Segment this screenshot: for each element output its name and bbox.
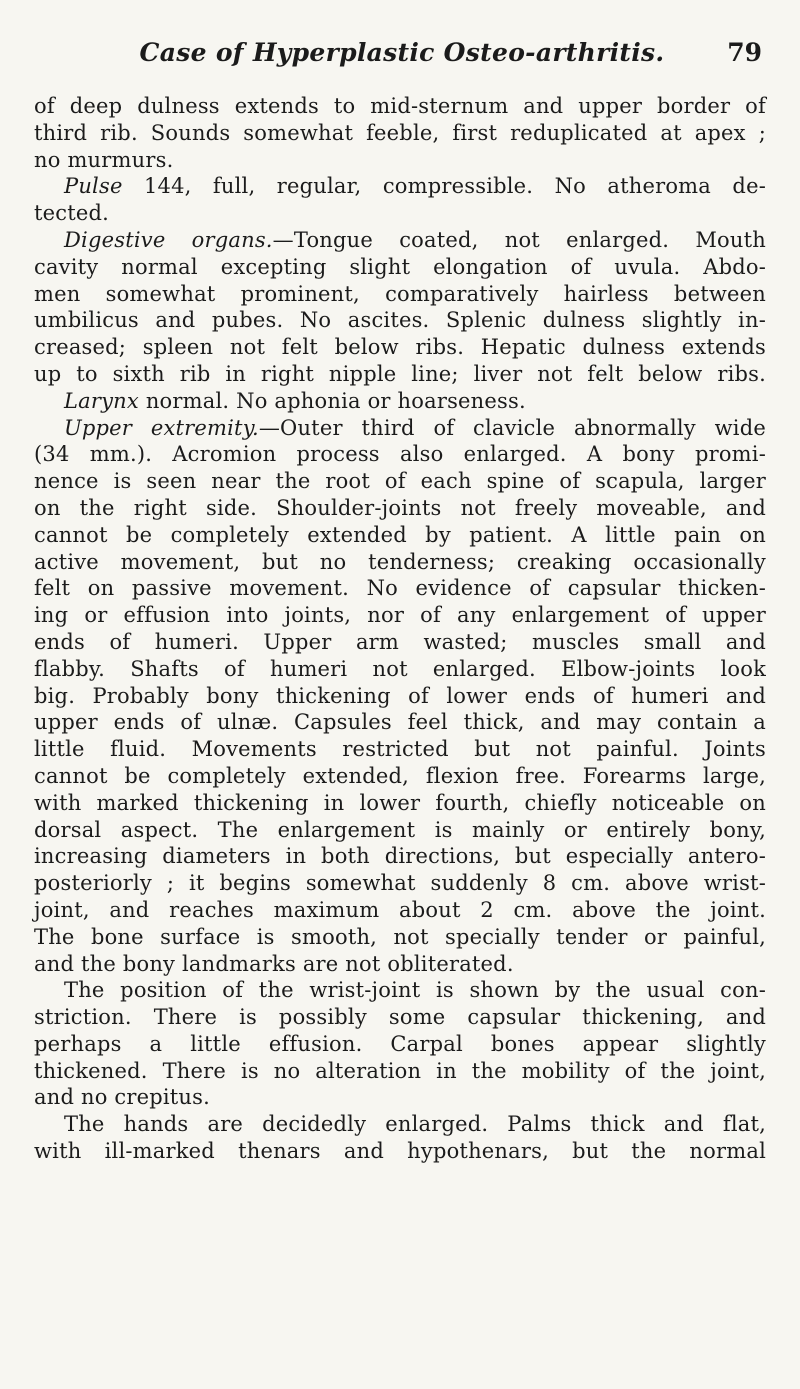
- text-line: [34, 388, 766, 415]
- text-line: [34, 683, 766, 710]
- text-segment: The position of the wrist-joint is shown by the usual con-: [64, 978, 766, 1003]
- text-line: [34, 441, 766, 468]
- text-segment: and the bony landmarks are not obliterated.: [34, 951, 514, 976]
- text-line: [34, 93, 766, 120]
- text-line: [34, 147, 766, 174]
- text-line: [34, 817, 766, 844]
- text-segment: nence is seen near the root of each spine of scapula, larger: [34, 469, 766, 494]
- text-segment: normal. No aphonia or hoarseness.: [138, 388, 526, 413]
- italic-heading: Larynx: [64, 388, 139, 413]
- text-segment: dorsal aspect. The enlargement is mainly or entirely bony,: [34, 817, 766, 842]
- text-line: [34, 361, 766, 388]
- text-segment: tected.: [34, 201, 110, 226]
- text-line: [34, 763, 766, 790]
- text-segment: striction. There is possibly some capsular thickening, and: [34, 1005, 766, 1030]
- text-segment: The bone surface is smooth, not specially tender or painful,: [34, 924, 766, 949]
- text-line: [34, 120, 766, 147]
- text-line: [34, 602, 766, 629]
- text-segment: big. Probably bony thickening of lower ends of humeri and: [34, 683, 766, 708]
- text-line: [34, 575, 766, 602]
- text-segment: flabby. Shafts of humeri not enlarged. Elbow-joints look: [34, 656, 766, 681]
- text-segment: men somewhat prominent, comparatively hairless between: [34, 281, 766, 306]
- text-line: [34, 200, 766, 227]
- text-segment: increasing diameters in both directions, but especially antero-: [34, 844, 766, 869]
- italic-heading: Digestive organs.: [64, 227, 273, 252]
- text-segment: (34 mm.). Acromion process also enlarged. A bony promi-: [34, 442, 766, 467]
- text-line: [34, 790, 766, 817]
- text-segment: 144, full, regular, compressible. No atheroma de-: [122, 174, 766, 199]
- text-segment: posteriorly ; it begins somewhat suddenly 8 cm. above wrist-: [34, 871, 766, 896]
- text-segment: The hands are decidedly enlarged. Palms thick and flat,: [64, 1112, 766, 1137]
- text-line: [34, 227, 766, 254]
- page-header: [42, 38, 762, 78]
- text-line: [34, 549, 766, 576]
- text-line: [34, 951, 766, 978]
- text-segment: thickened. There is no alteration in the mobility of the joint,: [34, 1058, 766, 1083]
- text-segment: creased; spleen not felt below ribs. Hepatic dulness extends: [34, 335, 766, 360]
- text-segment: —Outer third of clavicle abnormally wide: [258, 415, 766, 440]
- italic-heading: Upper extremity.: [64, 415, 259, 440]
- text-segment: joint, and reaches maximum about 2 cm. above the joint.: [34, 897, 766, 922]
- text-segment: cannot be completely extended, flexion free. Forearms large,: [34, 763, 766, 788]
- running-title: Case of Hyperplastic Osteo-arthritis.: [139, 38, 665, 67]
- text-line: [34, 173, 766, 200]
- text-segment: of deep dulness extends to mid-sternum and upper border of: [34, 94, 766, 118]
- text-line: [34, 307, 766, 334]
- text-segment: third rib. Sounds somewhat feeble, first reduplicated at apex ;: [34, 120, 766, 145]
- text-segment: no murmurs.: [34, 147, 174, 172]
- text-line: [34, 522, 766, 549]
- text-line: [34, 629, 766, 656]
- text-line: [34, 977, 766, 1004]
- text-line: [34, 897, 766, 924]
- text-line: [34, 924, 766, 951]
- text-segment: active movement, but no tenderness; creaking occasionally: [34, 549, 766, 574]
- text-segment: felt on passive movement. No evidence of capsular thicken-: [34, 576, 766, 601]
- text-line: [34, 709, 766, 736]
- text-segment: ing or effusion into joints, nor of any enlargement of upper: [34, 603, 766, 628]
- text-segment: cannot be completely extended by patient. A little pain on: [34, 522, 766, 547]
- text-line: [34, 1084, 766, 1111]
- text-line: [34, 334, 766, 361]
- text-line: [34, 843, 766, 870]
- text-segment: little fluid. Movements restricted but not painful. Joints: [34, 737, 766, 762]
- text-segment: ends of humeri. Upper arm wasted; muscles small and: [34, 629, 766, 654]
- text-segment: —Tongue coated, not enlarged. Mouth: [272, 227, 766, 252]
- text-line: [34, 1031, 766, 1058]
- text-segment: up to sixth rib in right nipple line; liver not felt below ribs.: [34, 361, 766, 386]
- text-segment: upper ends of ulnæ. Capsules feel thick, and may contain a: [34, 710, 766, 735]
- text-segment: cavity normal excepting slight elongation of uvula. Abdo-: [34, 254, 766, 279]
- text-line: [34, 254, 766, 281]
- text-line: [34, 281, 766, 308]
- text-line: [34, 415, 766, 442]
- text-line: [34, 1004, 766, 1031]
- text-segment: perhaps a little effusion. Carpal bones appear slightly: [34, 1031, 766, 1056]
- text-segment: umbilicus and pubes. No ascites. Splenic dulness slightly in-: [34, 308, 766, 333]
- text-line: [34, 656, 766, 683]
- text-segment: with ill-marked thenars and hypothenars, but the normal: [34, 1139, 766, 1164]
- italic-heading: Pulse: [64, 174, 123, 199]
- text-line: [34, 870, 766, 897]
- text-segment: and no crepitus.: [34, 1085, 211, 1110]
- text-line: [34, 1138, 766, 1165]
- text-line: [34, 468, 766, 495]
- text-line: [34, 1058, 766, 1085]
- body-text: [34, 93, 766, 1165]
- page-number: 79: [727, 38, 762, 67]
- text-line: [34, 736, 766, 763]
- text-line: [34, 495, 766, 522]
- text-segment: with marked thickening in lower fourth, chiefly noticeable on: [34, 790, 766, 815]
- text-line: [34, 1111, 766, 1138]
- text-segment: on the right side. Shoulder-joints not freely moveable, and: [34, 495, 766, 520]
